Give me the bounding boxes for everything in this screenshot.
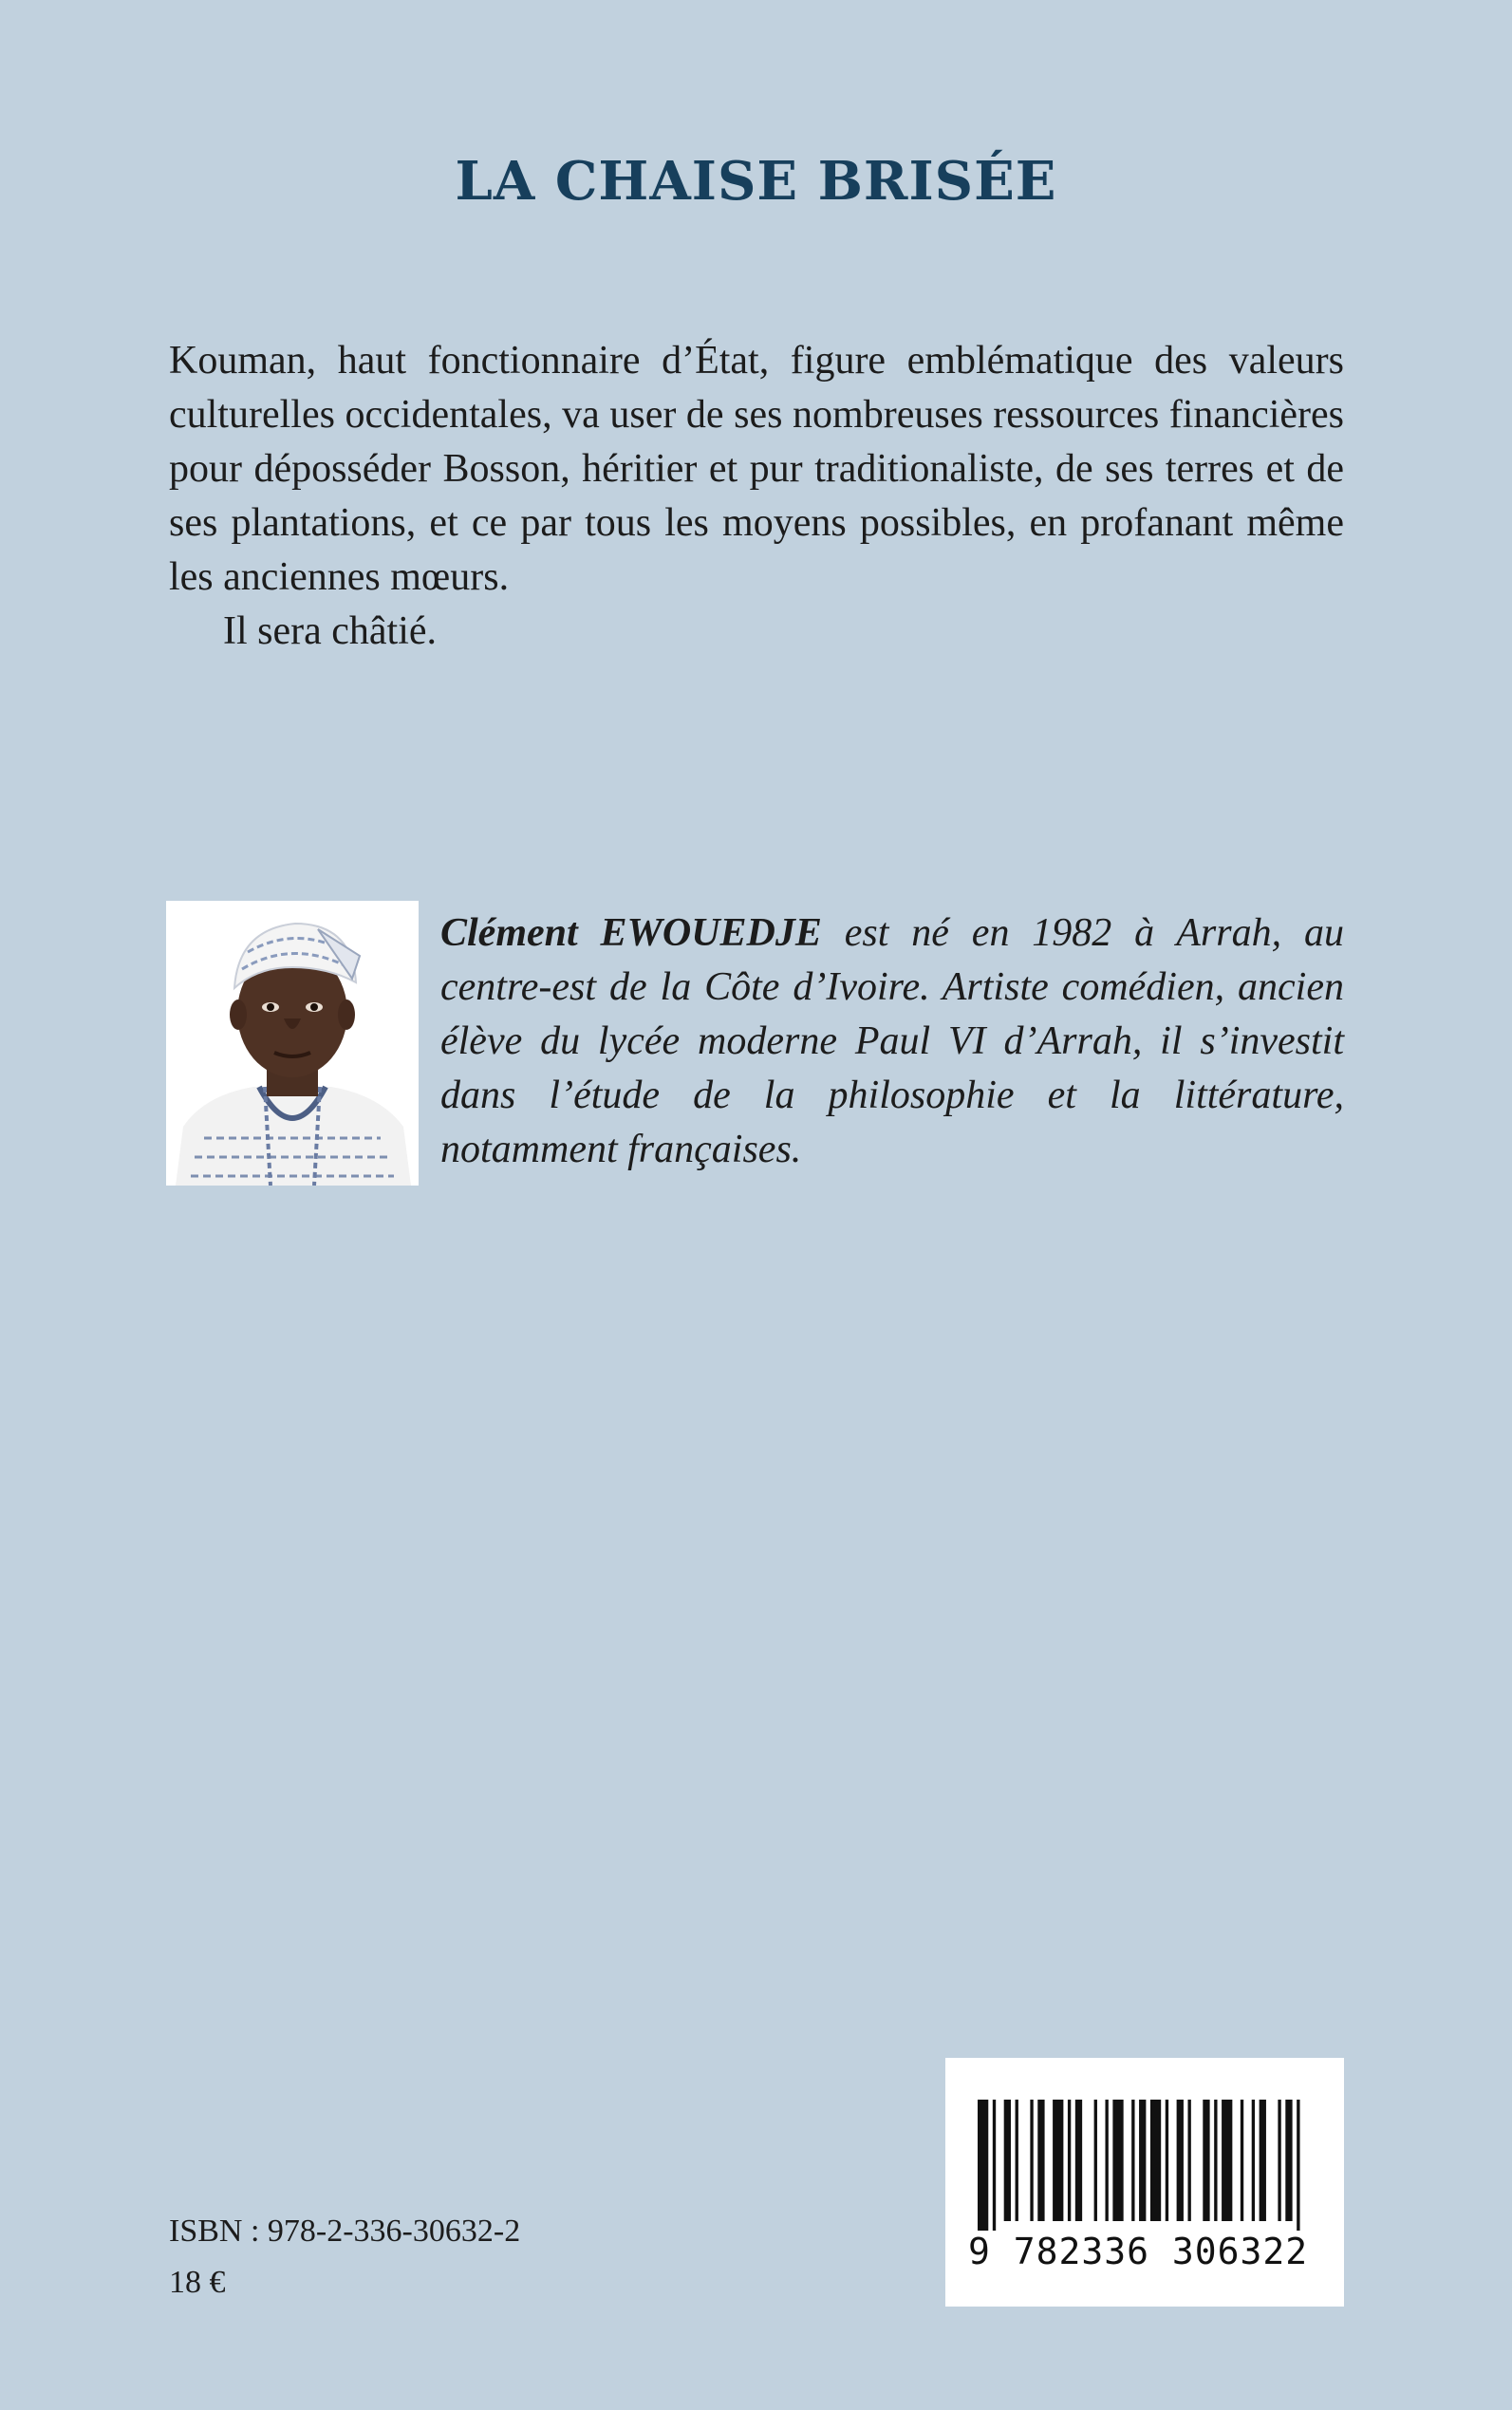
barcode-bar bbox=[1278, 2100, 1280, 2221]
barcode-bar bbox=[1094, 2100, 1097, 2221]
barcode-bar bbox=[1166, 2100, 1168, 2221]
barcode-bars bbox=[978, 2100, 1312, 2231]
barcode-bar bbox=[1203, 2100, 1209, 2221]
author-portrait-image bbox=[166, 901, 419, 1186]
barcode-digits: 9 782336 306322 bbox=[968, 2231, 1309, 2272]
blurb-paragraph: Kouman, haut fonctionnaire d’État, figure emblématique des valeurs culturelles occidentales, va user de ses nombreuses ressources financières pour déposséder Bosson, héritier et pur traditionaliste, de ses terres et de ses plantations, et ce par tous les moyens possibles, en profanant même les anciennes mœurs. bbox=[169, 339, 1344, 599]
author-bio bbox=[440, 906, 1344, 1177]
barcode bbox=[945, 2058, 1344, 2307]
barcode-bar bbox=[1068, 2100, 1071, 2221]
price: 18 € bbox=[169, 2265, 226, 2300]
barcode-bar bbox=[1177, 2100, 1184, 2221]
barcode-bar bbox=[1075, 2100, 1082, 2221]
barcode-bar bbox=[1297, 2100, 1299, 2231]
barcode-bar bbox=[1112, 2100, 1123, 2221]
barcode-bar bbox=[1053, 2100, 1063, 2221]
barcode-bar bbox=[1285, 2100, 1292, 2221]
barcode-bar bbox=[1150, 2100, 1161, 2221]
barcode-bar bbox=[1105, 2100, 1108, 2221]
barcode-bar bbox=[1252, 2100, 1255, 2221]
book-title: LA CHAISE BRISÉE bbox=[455, 150, 1057, 213]
barcode-bar bbox=[1214, 2100, 1217, 2221]
barcode-bar bbox=[978, 2100, 988, 2231]
barcode-bar bbox=[1030, 2100, 1033, 2221]
barcode-bar bbox=[1139, 2100, 1146, 2221]
author-name: Clément EWOUEDJE bbox=[440, 911, 822, 955]
barcode-bar bbox=[993, 2100, 996, 2231]
barcode-bar bbox=[1187, 2100, 1190, 2221]
back-cover-blurb bbox=[169, 334, 1344, 659]
barcode-bar bbox=[1131, 2100, 1134, 2221]
barcode-bar bbox=[1037, 2100, 1044, 2221]
author-bio-text: est né en 1982 à Arrah, au centre-est de la Côte d’Ivoire. Artiste comédien, ancien élève du lycée moderne Paul VI d’Arrah, il s’investit dans l’étude de la philosophie et la littérature, notamment françaises. bbox=[440, 911, 1344, 1171]
barcode-bar bbox=[1016, 2100, 1018, 2221]
barcode-bar bbox=[1004, 2100, 1011, 2221]
barcode-bar bbox=[1222, 2100, 1232, 2221]
barcode-bar bbox=[1260, 2100, 1266, 2221]
barcode-bar bbox=[1241, 2100, 1243, 2221]
blurb-closing-line: Il sera châtié. bbox=[223, 609, 438, 653]
author-photo bbox=[166, 901, 419, 1186]
isbn: ISBN : 978-2-336-30632-2 bbox=[169, 2214, 521, 2249]
